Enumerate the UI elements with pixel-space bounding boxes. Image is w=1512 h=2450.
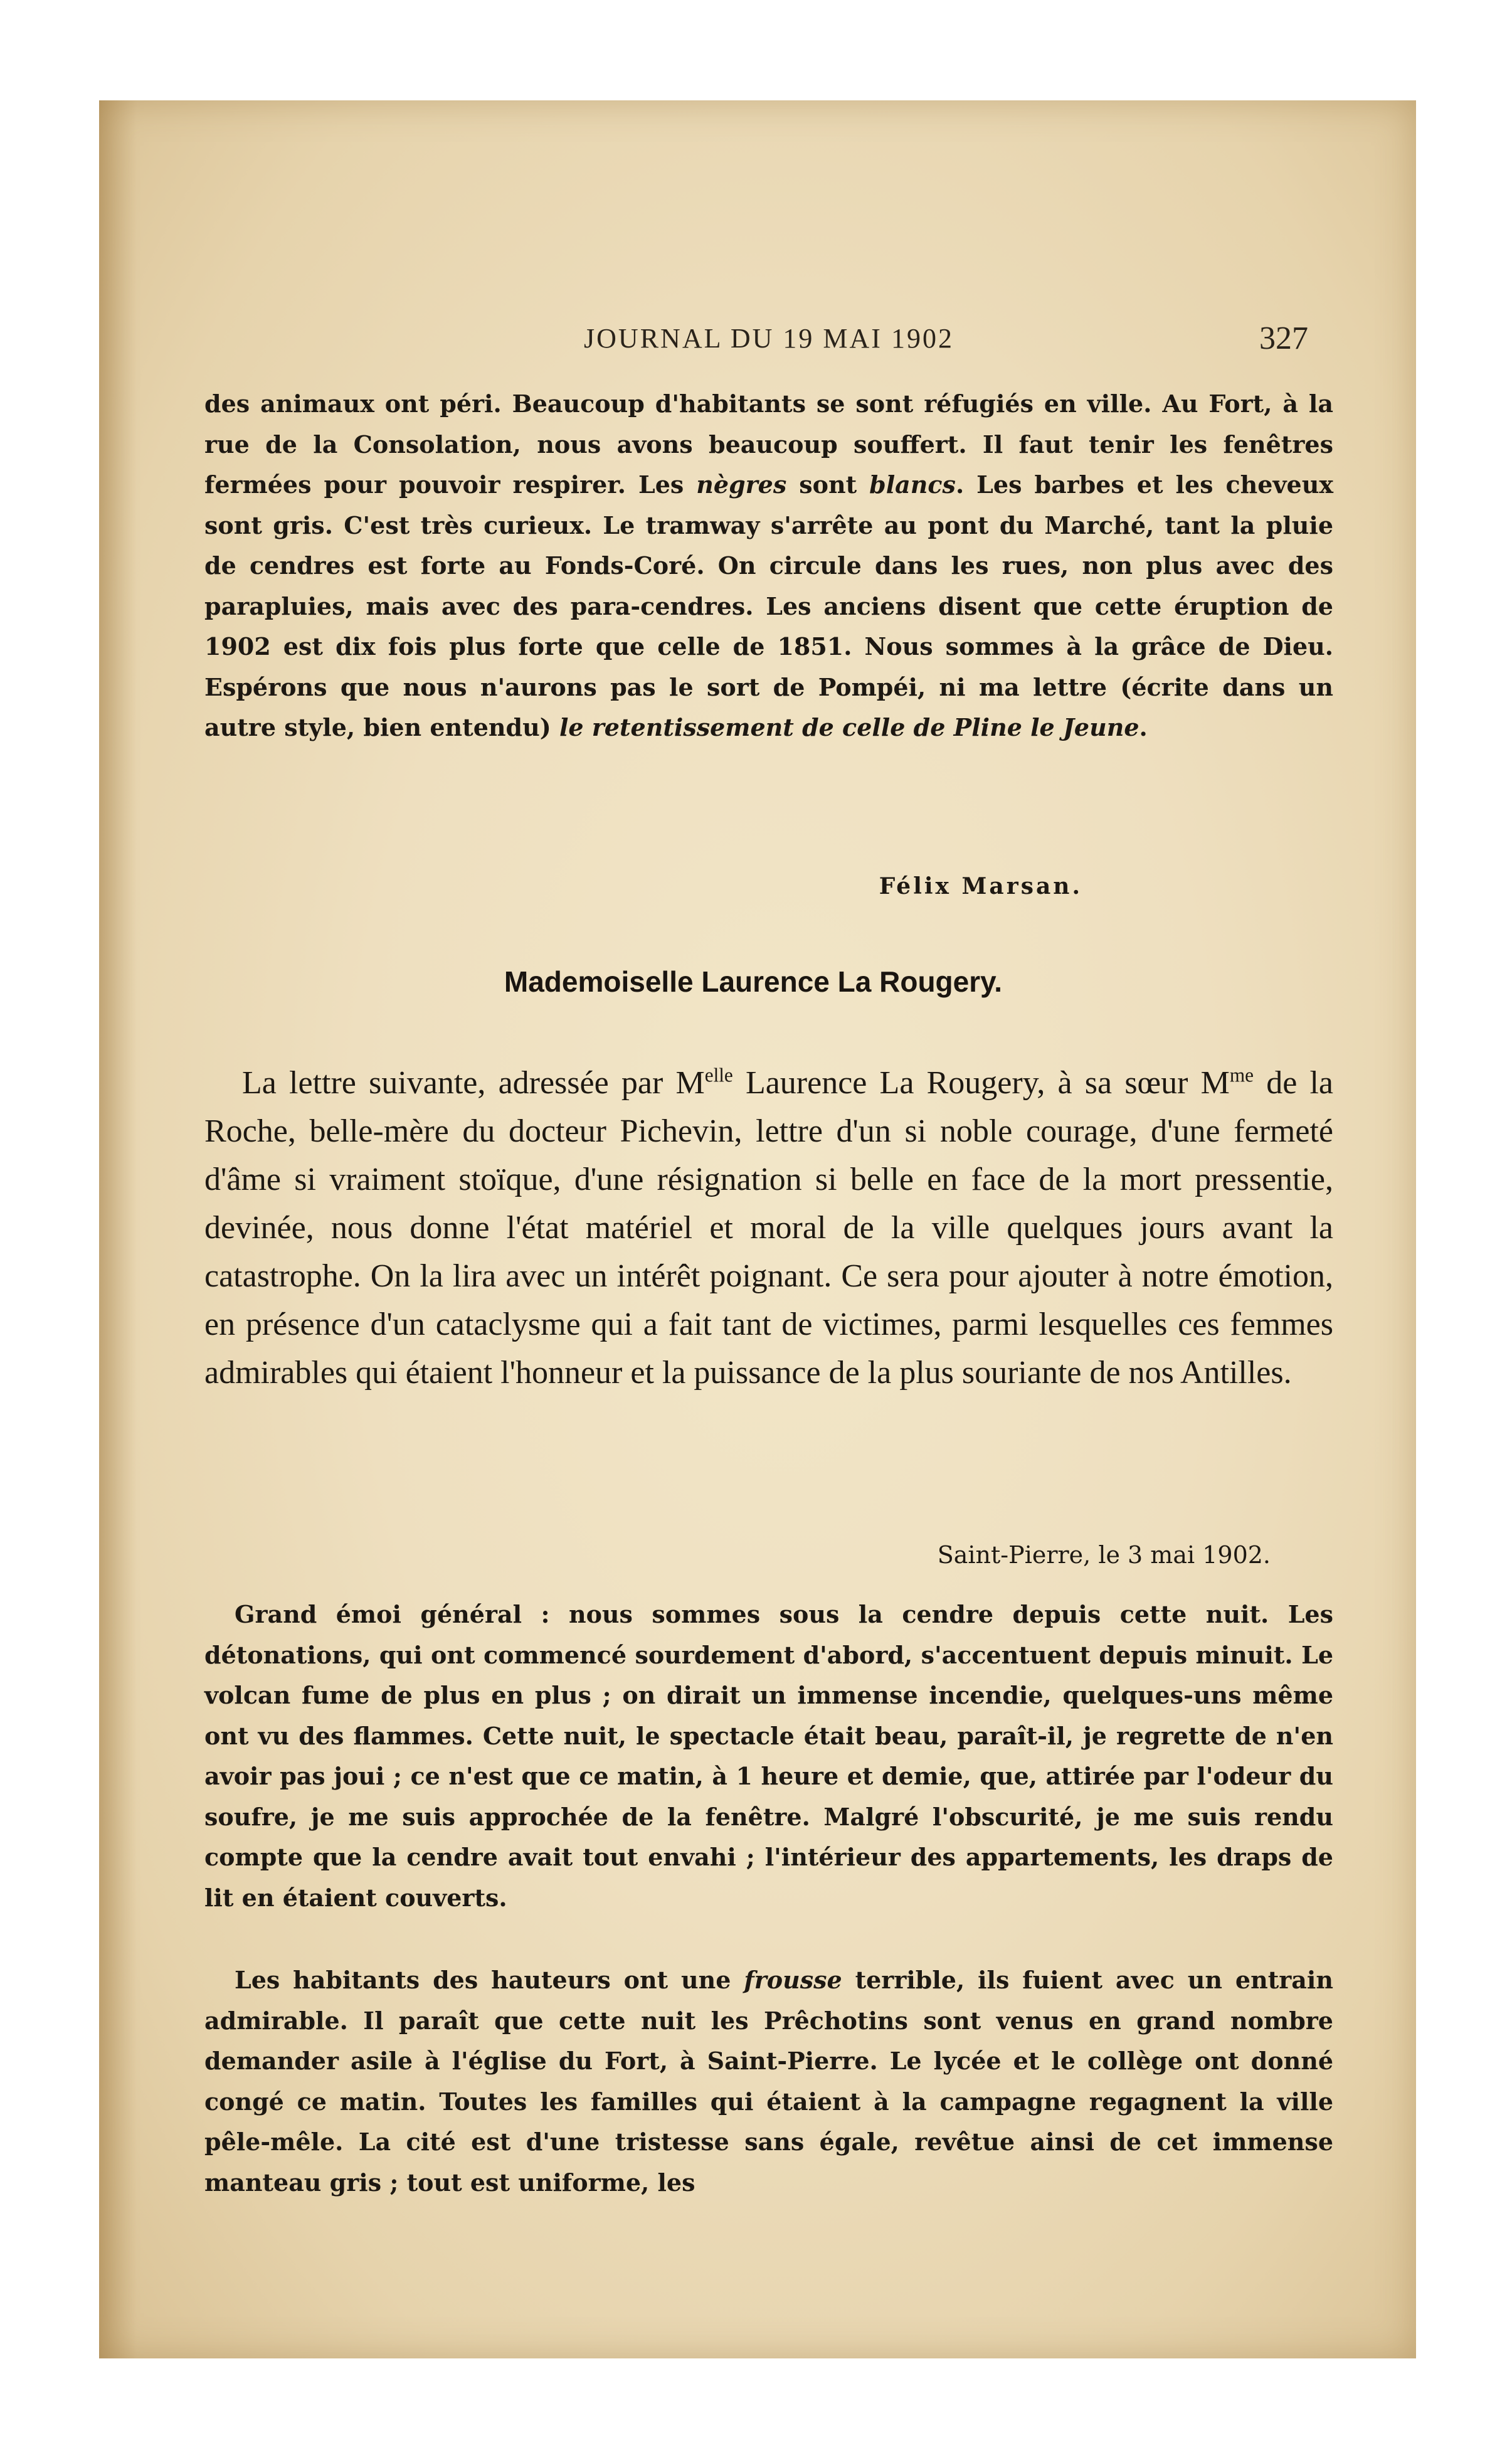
italic-text: blancs xyxy=(869,470,956,499)
intro-paragraph xyxy=(204,1059,1333,1397)
running-title: JOURNAL DU 19 MAI 1902 xyxy=(584,323,954,354)
paragraph-text: La lettre suivante, adressée par M xyxy=(242,1065,705,1101)
italic-text: frousse xyxy=(744,1966,842,1994)
italic-text: le retentissement de celle de Pline le Jeune xyxy=(559,713,1139,741)
italic-text: nègres xyxy=(696,470,787,499)
page-number: 327 xyxy=(1259,321,1308,356)
letter-paragraph xyxy=(204,1960,1333,2203)
paragraph-text: Laurence La Rougery, à sa sœur M xyxy=(732,1065,1230,1101)
page-header xyxy=(204,320,1333,358)
paragraph-text: des animaux ont péri. Beaucoup d'habitants se sont réfugiés en ville. Au Fort, à la rue de la Consolation, nous avons beaucoup souffert. Il faut tenir les fenêtres fermées pour pouvoir respirer. Les xyxy=(204,390,1333,499)
continued-paragraph xyxy=(204,384,1333,748)
paragraph-text: terrible, ils fuient avec un entrain admirable. Il paraît que cette nuit les Prêchotins sont venus en grand nombre demander asile à l'église du Fort, à Saint-Pierre. Le lycée et le collège ont donné congé ce matin. Toutes les familles qui étaient à la campagne regagnent la ville pêle-mêle. La cité est d'une tristesse sans égale, revêtue ainsi de cet immense manteau gris ; tout est uniforme, les xyxy=(204,1966,1333,2197)
section-title: Mademoiselle Laurence La Rougery. xyxy=(504,965,1003,998)
paragraph-text: . xyxy=(1139,713,1148,741)
superscript: me xyxy=(1229,1064,1254,1086)
paragraph-text: . Les barbes et les cheveux sont gris. C'est très curieux. Le tramway s'arrête au pont du Marché, tant la pluie de cendres est forte au Fonds-Coré. On circule dans les rues, non plus avec des parapluies, mais avec des para-cendres. Les anciens disent que cette éruption de 1902 est dix fois plus forte que celle de 1851. Nous sommes à la grâce de Dieu. Espérons que nous n'aurons pas le sort de Pompéi, ni ma lettre (écrite dans un autre style, bien entendu) xyxy=(204,470,1333,741)
letter-dateline: Saint-Pierre, le 3 mai 1902. xyxy=(937,1541,1271,1569)
book-page xyxy=(99,100,1416,2358)
paragraph-text: Les habitants des hauteurs ont une xyxy=(235,1966,744,1994)
paragraph-text: de la Roche, belle-mère du docteur Pichevin, lettre d'un si noble courage, d'une fermeté d'âme si vraiment stoïque, d'une résignation si belle en face de la mort pressentie, devinée, nous donne l'état matériel et moral de la ville quelques jours avant la catastrophe. On la lira avec un intérêt poignant. Ce sera pour ajouter à notre émotion, en présence d'un cataclysme qui a fait tant de victimes, parmi lesquelles ces femmes admirables qui étaient l'honneur et la puissance de la plus souriante de nos Antilles. xyxy=(204,1065,1334,1391)
letter-paragraph: Grand émoi général : nous sommes sous la cendre depuis cette nuit. Les détonations, qui ont commencé sourdement d'abord, s'accentuent depuis minuit. Le volcan fume de plus en plus ; on dirait un immense incendie, quelques-uns même ont vu des flammes. Cette nuit, le spectacle était beau, paraît-il, je regrette de n'en avoir pas joui ; ce n'est que ce matin, à 1 heure et demie, que, attirée par l'odeur du soufre, je me suis approchée de la fenêtre. Malgré l'obscurité, je me suis rendu compte que la cendre avait tout envahi ; l'intérieur des appartements, les draps de lit en étaient couverts. xyxy=(204,1600,1333,1912)
superscript: elle xyxy=(704,1064,733,1086)
paragraph-text: sont xyxy=(786,470,870,499)
author-signature: Félix Marsan. xyxy=(879,873,1082,899)
